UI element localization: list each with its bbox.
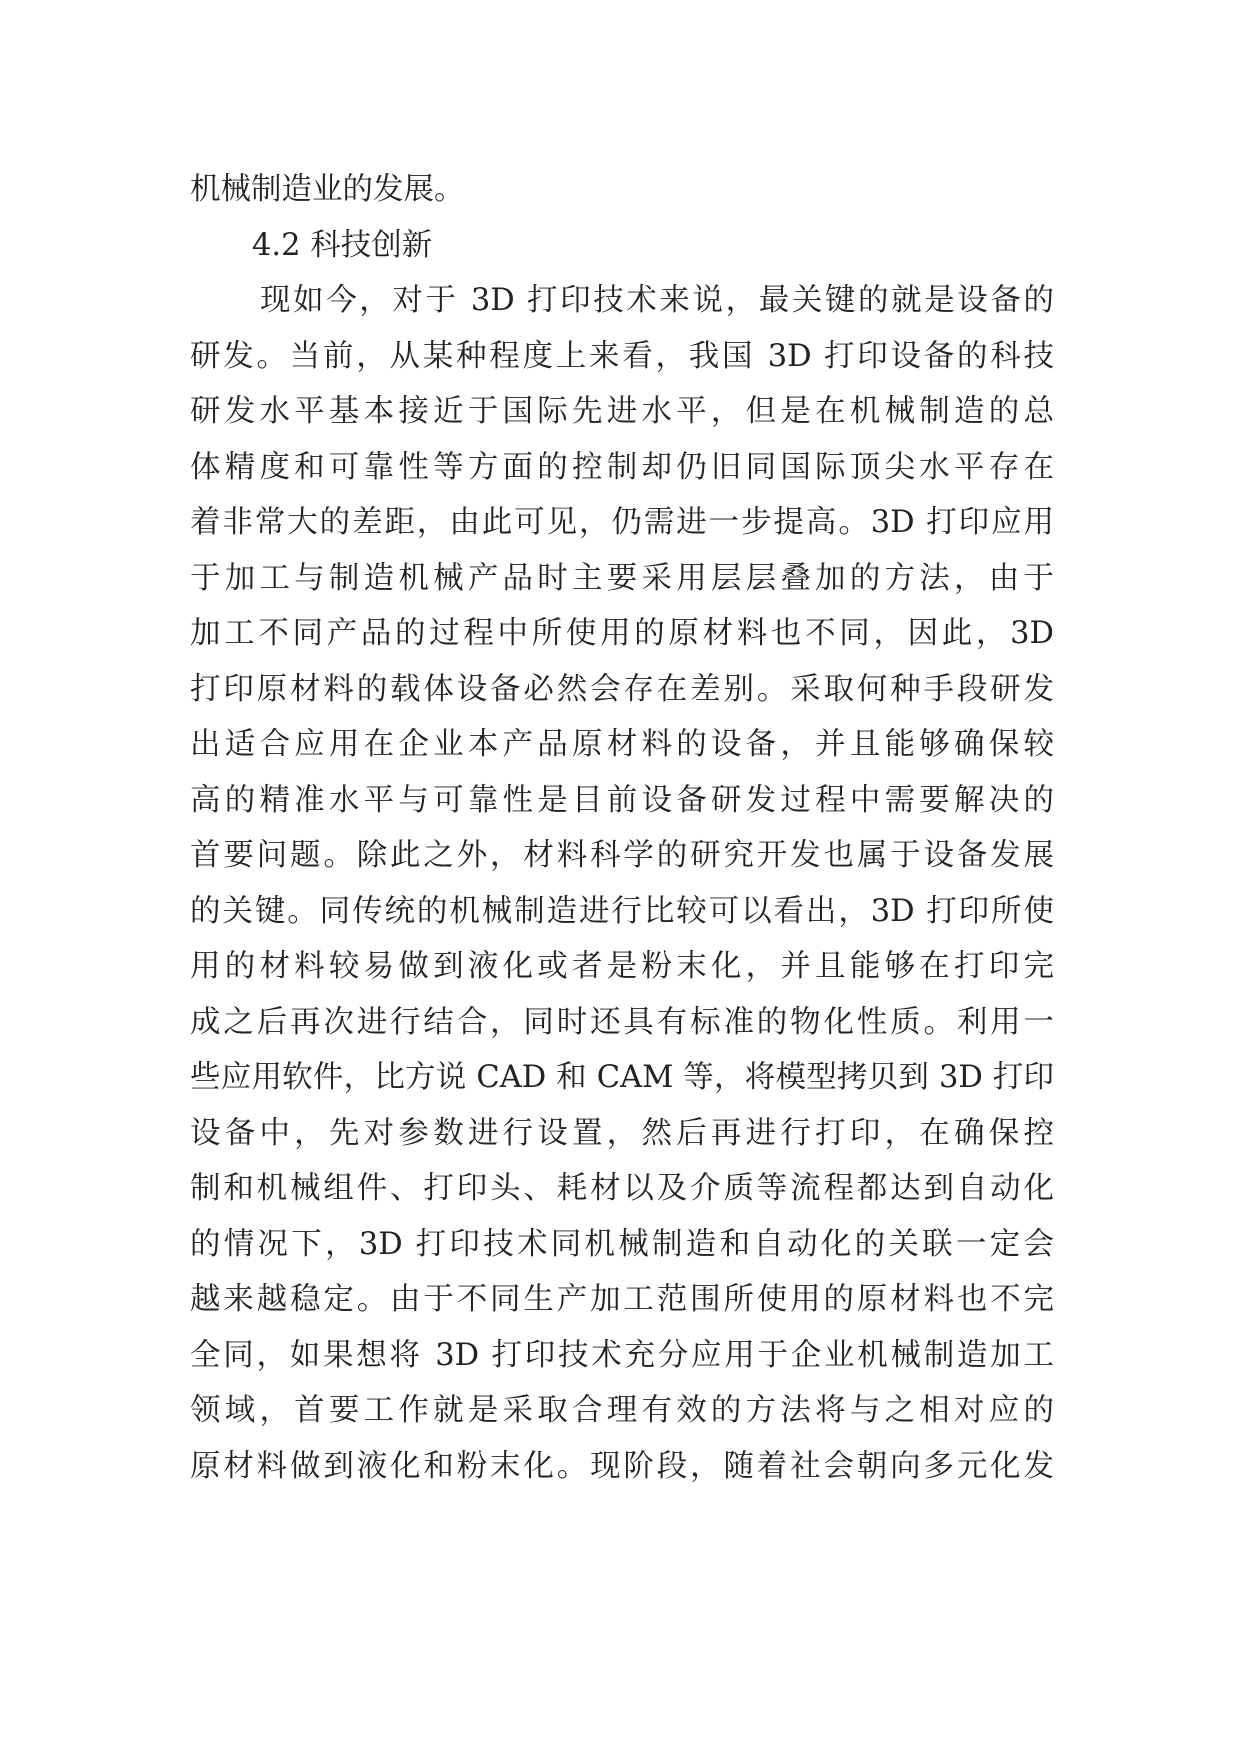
paragraph-line: 的情况下，3D 打印技术同机械制造和自动化的关联一定会 xyxy=(190,1226,1054,1262)
paragraph-line: 领域，首要工作就是采取合理有效的方法将与之相对应的 xyxy=(190,1393,1054,1428)
paragraph-line: 的关键。同传统的机械制造进行比较可以看出，3D 打印所使 xyxy=(190,893,1054,929)
paragraph-line: 制和机械组件、打印头、耗材以及介质等流程都达到自动化 xyxy=(190,1171,1054,1206)
paragraph xyxy=(190,273,1054,1494)
paragraph-line: 首要问题。除此之外，材料科学的研究开发也属于设备发展 xyxy=(190,838,1054,873)
section-heading: 4.2 科技创新 xyxy=(252,227,433,263)
paragraph-line: 加工不同产品的过程中所使用的原材料也不同，因此，3D xyxy=(190,616,1054,651)
paragraph-line: 用的材料较易做到液化或者是粉末化，并且能够在打印完 xyxy=(190,949,1054,984)
paragraph-line: 体精度和可靠性等方面的控制却仍旧同国际顶尖水平存在 xyxy=(190,449,1054,485)
paragraph-line: 原材料做到液化和粉末化。现阶段，随着社会朝向多元化发 xyxy=(190,1448,1054,1484)
paragraph-line: 研发。当前，从某种程度上来看，我国 3D 打印设备的科技 xyxy=(190,338,1054,374)
paragraph-line: 研发水平基本接近于国际先进水平，但是在机械制造的总 xyxy=(190,394,1054,429)
paragraph-line: 些应用软件，比方说 CAD 和 CAM 等，将模型拷贝到 3D 打印 xyxy=(190,1060,1054,1095)
paragraph-line: 打印原材料的载体设备必然会存在差别。采取何种手段研发 xyxy=(190,671,1054,707)
continuation-line: 机械制造业的发展。 xyxy=(190,172,465,207)
body-text xyxy=(190,162,1054,1494)
paragraph-line: 成之后再次进行结合，同时还具有标准的物化性质。利用一 xyxy=(190,1004,1054,1040)
paragraph-line: 设备中，先对参数进行设置，然后再进行打印，在确保控 xyxy=(190,1115,1054,1151)
paragraph-line: 着非常大的差距，由此可见，仍需进一步提高。3D 打印应用 xyxy=(190,505,1054,540)
paragraph-line: 越来越稳定。由于不同生产加工范围所使用的原材料也不完 xyxy=(190,1282,1054,1317)
paragraph-line: 全同，如果想将 3D 打印技术充分应用于企业机械制造加工 xyxy=(190,1337,1054,1373)
paragraph-line: 现如今，对于 3D 打印技术来说，最关键的就是设备的 xyxy=(260,283,1054,318)
paragraph-line: 出适合应用在企业本产品原材料的设备，并且能够确保较 xyxy=(190,727,1054,762)
paragraph-line: 高的精准水平与可靠性是目前设备研发过程中需要解决的 xyxy=(190,782,1054,818)
paragraph-line: 于加工与制造机械产品时主要采用层层叠加的方法，由于 xyxy=(190,560,1054,596)
